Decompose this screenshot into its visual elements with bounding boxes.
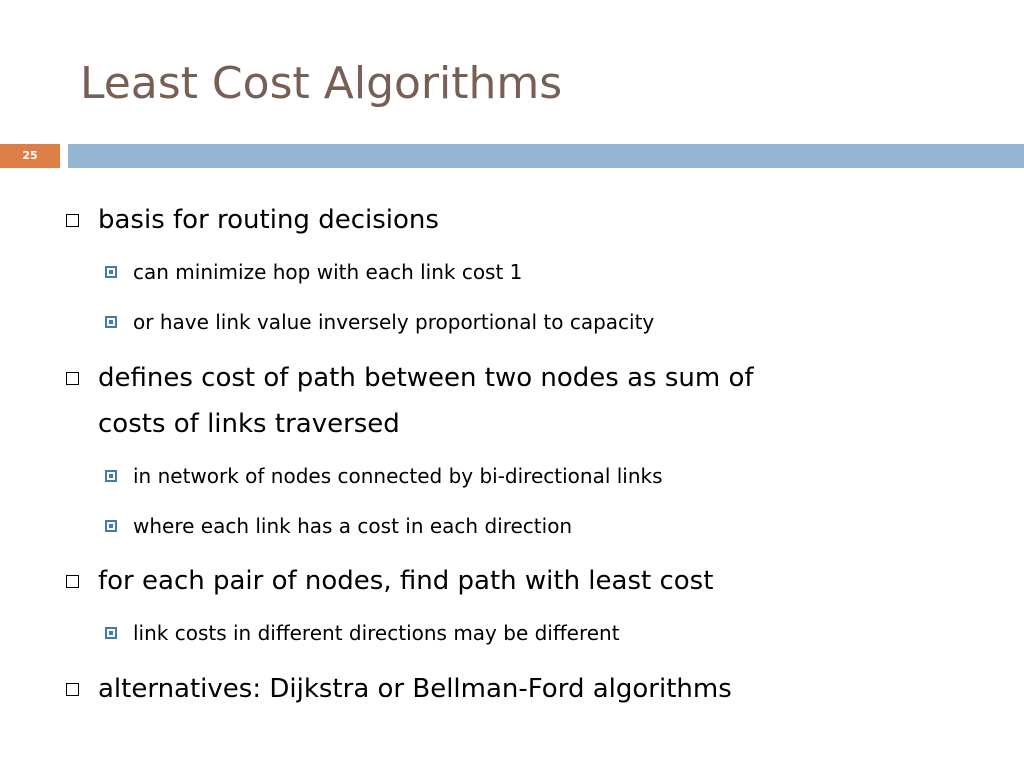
sub-bullet-different-directions <box>133 621 620 645</box>
bullet-each-pair <box>98 558 713 604</box>
bullet-text: basis for routing decisions <box>98 205 439 235</box>
square-bullet-icon <box>66 575 79 588</box>
square-bullet-icon <box>66 683 79 696</box>
square-bullet-icon <box>66 372 79 385</box>
sub-bullet-text: where each link has a cost in each direction <box>133 514 573 538</box>
bullet-text: alternatives: Dijkstra or Bellman-Ford algorithms <box>98 674 732 704</box>
sub-bullet-text: can minimize hop with each link cost 1 <box>133 260 523 284</box>
sub-bullet-minimize-hop <box>133 260 522 284</box>
filled-square-bullet-icon <box>105 316 117 328</box>
bullet-text-line-2: costs of links traversed <box>98 409 400 439</box>
bullet-defines-cost <box>98 355 754 447</box>
sub-bullet-cost-direction <box>133 514 572 538</box>
filled-square-bullet-icon <box>105 470 117 482</box>
slide-number: 25 <box>0 144 60 168</box>
sub-bullet-text: link costs in different directions may be different <box>133 621 620 645</box>
bullet-alternatives <box>98 666 732 712</box>
sub-bullet-text: or have link value inversely proportional to capacity <box>133 310 655 334</box>
bullet-text: for each pair of nodes, find path with least cost <box>98 566 714 596</box>
slide-title: Least Cost Algorithms <box>80 58 563 109</box>
sub-bullet-text: in network of nodes connected by bi-directional links <box>133 464 663 488</box>
accent-bar <box>68 144 1024 168</box>
bullet-text-line-1: defines cost of path between two nodes as sum of <box>98 363 754 393</box>
sub-bullet-inverse-capacity <box>133 310 654 334</box>
square-bullet-icon <box>66 214 79 227</box>
filled-square-bullet-icon <box>105 266 117 278</box>
bullet-basis-routing <box>98 197 439 243</box>
filled-square-bullet-icon <box>105 627 117 639</box>
sub-bullet-network-nodes <box>133 464 663 488</box>
filled-square-bullet-icon <box>105 520 117 532</box>
